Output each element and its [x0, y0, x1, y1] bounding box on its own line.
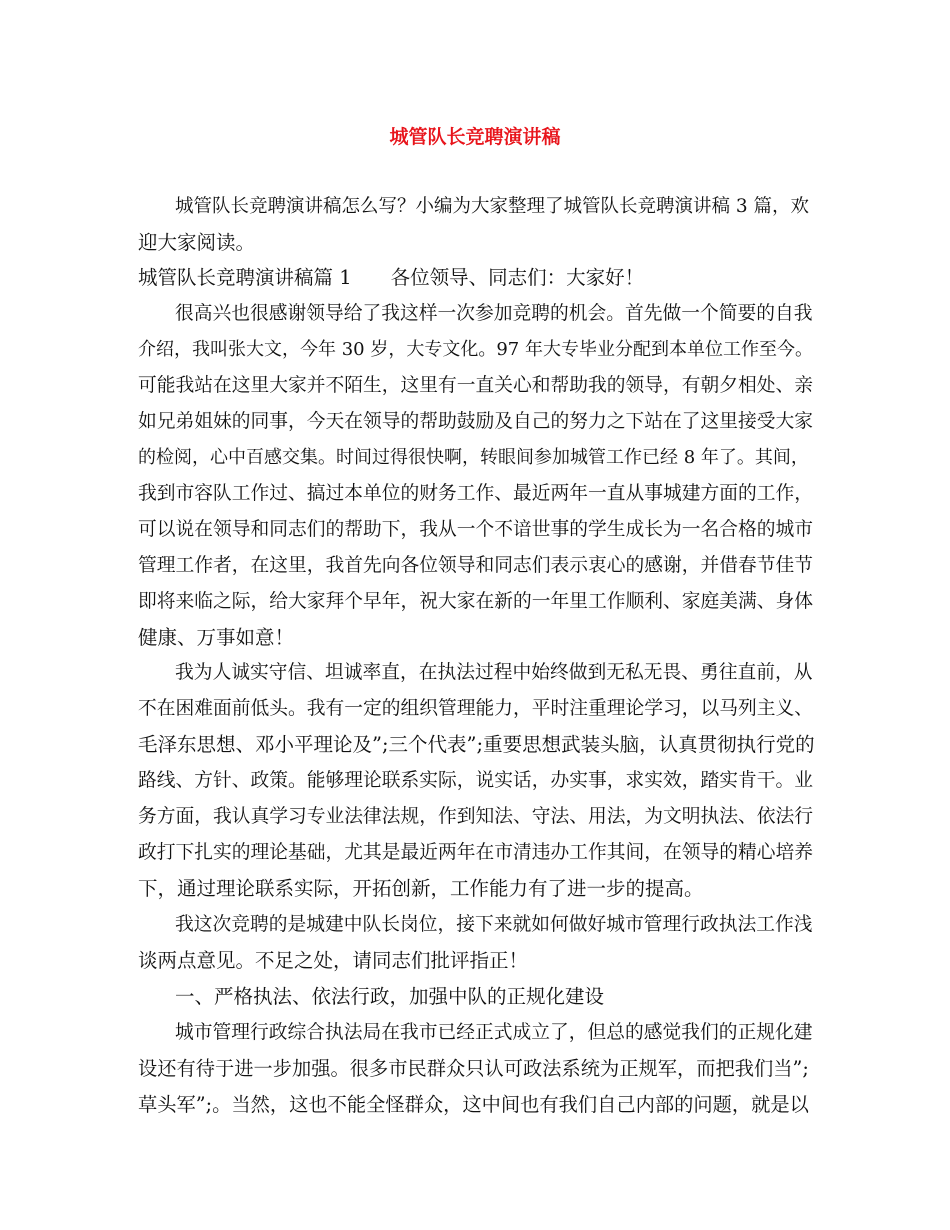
text-line: 路线、方针、政策。能够理论联系实际，说实话，办实事，求实效，踏实肯干。业 [138, 770, 813, 791]
text-line: 的检阅，心中百感交集。时间过得很快啊，转眼间参加城管工作已经 8 年了。其间， [138, 447, 809, 468]
text-line: 可以说在领导和同志们的帮助下，我从一个不谙世事的学生成长为一名合格的城市 [138, 519, 813, 540]
text-line: 健康、万事如意！ [138, 626, 295, 649]
document-title: 城管队长竞聘演讲稿 [389, 126, 561, 148]
text-line: 我到市容队工作过、搞过本单位的财务工作、最近两年一直从事城建方面的工作， [138, 483, 813, 504]
text-line: 即将来临之际，给大家拜个早年，祝大家在新的一年里工作顺利、家庭美满、身体 [138, 591, 813, 612]
text-line: 我这次竞聘的是城建中队长岗位，接下来就如何做好城市管理行政执法工作浅 [175, 914, 813, 935]
text-line: 很高兴也很感谢领导给了我这样一次参加竞聘的机会。首先做一个简要的自我 [175, 303, 813, 324]
text-line: 设还有待于进一步加强。很多市民群众只认可政法系统为正规军，而把我们当”; [138, 1057, 809, 1080]
text-line: 城管队长竞聘演讲稿怎么写？小编为大家整理了城管队长竞聘演讲稿 3 篇，欢 [175, 196, 810, 217]
text-line: 介绍，我叫张大文，今年 30 岁，大专文化。97 年大专毕业分配到本单位工作至今。 [138, 339, 813, 360]
text-line: 一、严格执法、依法行政，加强中队的正规化建设 [175, 985, 605, 1008]
text-line: 城管队长竞聘演讲稿篇 1 各位领导、同志们：大家好！ [138, 266, 645, 289]
text-line: 不在困难面前低头。我有一定的组织管理能力，平时注重理论学习，以马列主义、 [138, 698, 813, 719]
text-line: 毛泽东思想、邓小平理论及”;三个代表”;重要思想武装头脑，认真贯彻执行党的 [138, 733, 815, 756]
text-line: 务方面，我认真学习专业法律法规，作到知法、守法、用法，为文明执法、依法行 [138, 806, 813, 827]
text-line: 如兄弟姐妹的同事，今天在领导的帮助鼓励及自己的努力之下站在了这里接受大家 [138, 411, 813, 432]
text-line: 政打下扎实的理论基础，尤其是最近两年在市清违办工作其间，在领导的精心培养 [138, 842, 813, 863]
text-line: 下，通过理论联系实际，开拓创新，工作能力有了进一步的提高。 [138, 877, 704, 900]
text-line: 草头军”;。当然，这也不能全怪群众，这中间也有我们自己内部的问题，就是以 [138, 1093, 809, 1116]
text-line: 谈两点意见。不足之处，请同志们批评指正！ [138, 949, 529, 972]
text-line: 可能我站在这里大家并不陌生，这里有一直关心和帮助我的领导，有朝夕相处、亲 [138, 375, 813, 396]
text-line: 管理工作者，在这里，我首先向各位领导和同志们表示衷心的感谢，并借春节佳节 [138, 555, 813, 576]
text-line: 城市管理行政综合执法局在我市已经正式成立了，但总的感觉我们的正规化建 [175, 1022, 813, 1043]
text-line: 我为人诚实守信、坦诚率直，在执法过程中始终做到无私无畏、勇往直前，从 [175, 662, 813, 683]
text-line: 迎大家阅读。 [138, 231, 256, 254]
